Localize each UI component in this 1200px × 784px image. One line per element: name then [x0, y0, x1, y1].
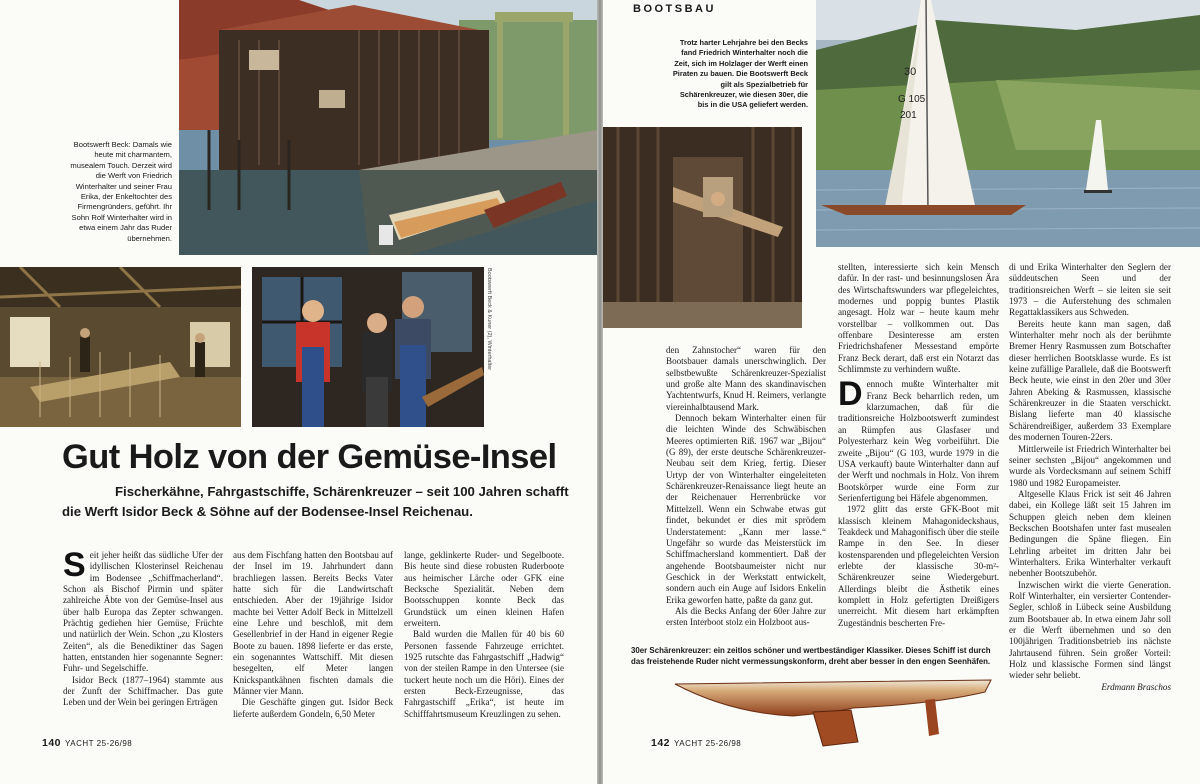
body-text: eit jeher heißt das südliche Ufer der idyllischen Klosterinsel Reichenau im Bodensee „Schiffmacherland“. Schon als Bischof Pirmin und später zahlreiche Äbte von der Gemüse-Insel aus über halb Europa das Zepter schwangen. Prächtig gediehen hier Gemüse, Früchte und natürlich der Wein. Schon „zu Klosters Zeiten“, als die Benediktiner das Sagen hatten, entstanden hier sogenannte Segner: Fuhr- und Segelschiffe.	[63, 550, 223, 674]
section-kicker: BOOTSBAU	[633, 3, 716, 15]
left-page	[0, 0, 597, 784]
left-column-3	[404, 550, 564, 720]
right-column-3	[1009, 262, 1171, 693]
left-column-1	[63, 546, 223, 709]
top-caption: Trotz harter Lehrjahre bei den Becks fand Friedrich Winterhalter noch die Zeit, sich im Holzlager der Werft einen Piraten zu bauen. Die Bootswerft Beck gilt als Spezialbetrieb für Schärenkreuzer, wie diesen 30er, die bis in die USA geliefert werden.	[672, 38, 808, 110]
body-text: Inzwischen wirkt die vierte Generation. Rolf Winterhalter, ein versierter Contender-Segler, schloß in Lübeck seine Ausbildung zum Bootsbauer ab. In etwa einem Jahr soll er die Werft übernehmen und so den 100jährigen Traditionsbetrieb ins nächste Jahrtausend führen. Sein großer Vorteil: Holz und klassische Formen sind längst wieder sehr beliebt.	[1009, 579, 1171, 681]
author-credit: Erdmann Braschos	[1101, 681, 1171, 692]
left-column-2	[233, 550, 393, 720]
body-text: di und Erika Winterhalter den Seglern der süddeutschen Seen und der traditionsreichen Werft – sie leiten sie seit 1973 – die Auferstehung des schmalen Regattaklassikers aus Schweden.	[1009, 262, 1171, 318]
family-photo	[252, 267, 484, 427]
sail-number: 30	[904, 66, 917, 78]
family-illustration	[252, 267, 484, 427]
body-text: Bereits heute kann man sagen, daß Winterhalter mehr noch als der berühmte Bremer Henry Rasmussen zum Botschafter dieser herrlichen Bootsklasse wurde. Es ist keine zufällige Parallele, daß die Bootswerft Beck heute, wie einst in den 20er und 30er Jahren Abeking & Rasmussen, klassische Schärenkreuzer in die Staaten verschickt. Bislang lieferte man 40 klassische Schärendreißiger, außerdem 33 Exemplare des modernen Touren-22ers.	[1009, 318, 1171, 443]
hull-caption: 30er Schärenkreuzer: ein zeitlos schöner und wertbeständiger Klassiker. Dieses Schiff ist durch das freistehende Ruder nicht vermessungskonform, dreht aber besser in den engen Seenhäfen.	[631, 646, 991, 666]
page-number: 140	[42, 737, 62, 749]
body-text: Die Geschäfte gingen gut. Isidor Beck lieferte außerdem Gondeln, 6,50 Meter	[233, 697, 393, 719]
body-text: ennoch mußte Winterhalter mit Franz Beck beharrlich reden, um klarzumachen, daß für die traditionsreiche Holzbootswerft zumindest an Rümpfen aus Glasfaser und Polyesterharz kein Weg vorbeiführt. Die zweite „Bijou“ (G 103, wurde 1979 in die USA verkauft) baute Winterhalter dann auf der Werft und nochmals in Holz. Von ihrem Bootskörper wurde eine Form zur Serienfertigung bei Häfele abgenommen.	[838, 379, 999, 503]
sailboat-illustration	[816, 0, 1200, 247]
sail-number-hull: 201	[900, 110, 917, 121]
shipyard-illustration	[179, 0, 597, 255]
right-column-1	[666, 345, 826, 629]
photo-credit: Bootswerft Beck & Kuner (2), Winterhalter	[486, 268, 492, 371]
page-number-left	[42, 737, 132, 749]
body-text: Bald wurden die Mallen für 40 bis 60 Personen fassende Fahrzeuge errichtet. 1925 rutschte das Fahrgastschiff „Hadwig“ von der steilen Rampe in den Untersee (sie tuckert heute noch um die Höri). Eines der ersten Beck-Erzeugnisse, das Fahrgastschiff „Erika“, ist heute im Schifffahrtsmuseum Kreuzlingen zu sehen.	[404, 629, 564, 719]
body-text: 1972 glitt das erste GFK-Boot mit klassisch kleinem Mahagonideckshaus, Teakdeck und Mahagonifisch über die steile Rampe in den See. In dieser kostensparenden und pflegeleichten Version erlebte der klassische 30-m²-Schärenkreuzer seine Wiedergeburt. Allerdings bleibt die Ästhetik eines komplett in Holz gefertigten Dreißigers unerreicht. Mit diesem hart erkämpften Zugeständnis bescherten Fre-	[838, 504, 999, 628]
magazine-issue: YACHT 25-26/98	[674, 739, 742, 748]
dropcap-s: S	[63, 546, 86, 584]
subhead-line2: die Werft Isidor Beck & Söhne auf der Bodensee-Insel Reichenau.	[62, 504, 473, 519]
dropcap-d: D	[838, 375, 863, 414]
sailboat-photo	[816, 0, 1200, 247]
body-text: Mittlerweile ist Friedrich Winterhalter bei seiner sechsten „Bijou“ angekommen und wurde als Vordecksmann auf seinem Schiff 1980 und 1982 Europameister.	[1009, 443, 1171, 488]
body-text: aus dem Fischfang hatten den Bootsbau auf der Insel im 19. Jahrhundert dann brachliegen lassen. Bereits Becks Vater hatte sich für die Landwirtschaft entschieden. Aber der 19jährige Isidor machte bei Vetter Adolf Beck in Mittelzell eine Lehre und beschloß, mit dem Gesellenbrief in der Hand in eigener Regie Boote zu bauen. 1898 lieferte er das erste, ein sogenanntes Wattschiff. Mit diesen besegelten, elf Meter langen Knickspantkähnen fischten damals die Männer vier Mann.	[233, 550, 393, 697]
body-text: stellten, interessierte sich kein Mensch dafür. In der rast- und besinnungslosen Ära des Wirtschaftswunders war pflegeleichtes, modernes und poppig buntes Plastik angesagt. Holz war – heute kaum mehr vorstellbar – vollkommen out. Das offenbare Desinteresse am ersten Friedrichshafener Messestand empörte Franz Beck derart, daß erst ein Notarzt das Schlimmste zu verhindern wußte.	[838, 262, 999, 375]
shipyard-photo	[179, 0, 597, 255]
sail-number-label: G 105	[898, 94, 926, 105]
shipyard-caption: Bootswerft Beck: Damals wie heute mit charmantem, musealem Touch. Derzeit wird die Werft von Friedrich Winterhalter und seiner Frau Erika, der Enkeltochter des Firmengründers, geführt. Ihr Sohn Rolf Winterhalter wird in etwa einem Jahr das Ruder übernehmen.	[70, 140, 172, 243]
headline: Gut Holz von der Gemüse-Insel	[62, 438, 557, 476]
body-text: Altgeselle Klaus Frick ist seit 46 Jahren dabei, ein Kollege läßt seit 15 Jahren im Schuppen gleich neben dem kleinen Beckschen Bootshafen unter fast musealen Bedingungen die Späne fliegen. Ein Lehrling arbeitet im dritten Jahr bei Winterhalters. Erika Winterhalter verkauft nebenher Bootszubehör.	[1009, 488, 1171, 579]
right-column-2	[838, 262, 999, 629]
workshop-photo	[0, 267, 241, 427]
right-page	[603, 0, 1200, 784]
body-text: Dennoch bekam Winterhalter einen für die leichten Winde des Schwäbischen Meeres optimierten Riß. 1967 war „Bijou“ (G 89), der erste deutsche Schärenkreuzer-Neubau seit dem Krieg, fertig. Dieser Urtyp der von Winterhalter eingeleiteten Schärenkreuzer-Renaissance liegt heute an der Reichenauer Herrenbrücke vor Mittelzell. Wenn ein Schwabe etwas gut findet, bekundet er dies mit sprödem Understatement: „Kann mer lasse.“ Ungefähr so wurde das Meisterstück im Schiffmachersland kommentiert. Daß der angehende Bootsbaumeister nicht nur Geschick in der Werkstatt entwickelt, sondern auch ein Auge auf Isidors Enkelin Erika geworfen hatte, paßte da ganz gut.	[666, 413, 826, 605]
body-text: Als die Becks Anfang der 60er Jahre zur ersten Interboot stolz ein Holzboot aus-	[666, 605, 826, 628]
workshop-illustration	[0, 267, 241, 427]
magazine-issue: YACHT 25-26/98	[65, 739, 133, 748]
lumber-shed-illustration	[603, 127, 802, 328]
page-number-right	[651, 737, 741, 749]
body-text: Isidor Beck (1877–1964) stammte aus der Zunft der Schiffmacher. Das gute Leben und der Wein bei geringen Erträgen	[63, 674, 223, 708]
lumber-shed-photo	[603, 127, 802, 328]
page-number: 142	[651, 737, 671, 749]
subhead-line1: Fischerkähne, Fahrgastschiffe, Schärenkreuzer – seit 100 Jahren schafft	[115, 484, 569, 499]
body-text: lange, geklinkerte Ruder- und Segelboote. Bis heute sind diese robusten Ruderboote aus heimischer Lärche oder GFK eine Becksche Spezialität. Neben dem Bootsschuppen konnte Beck das Grundstück um einen kleinen Hafen erweitern.	[404, 550, 564, 629]
body-text: den Zahnstocher“ waren für den Bootsbauer damals unerschwinglich. Der selbstbewußte Schärenkreuzer-Spezialist und große alte Mann des skandinavischen Yachtentwurfs, Knud H. Reimers, verlangte viereinhalbtausend Mark.	[666, 345, 826, 412]
